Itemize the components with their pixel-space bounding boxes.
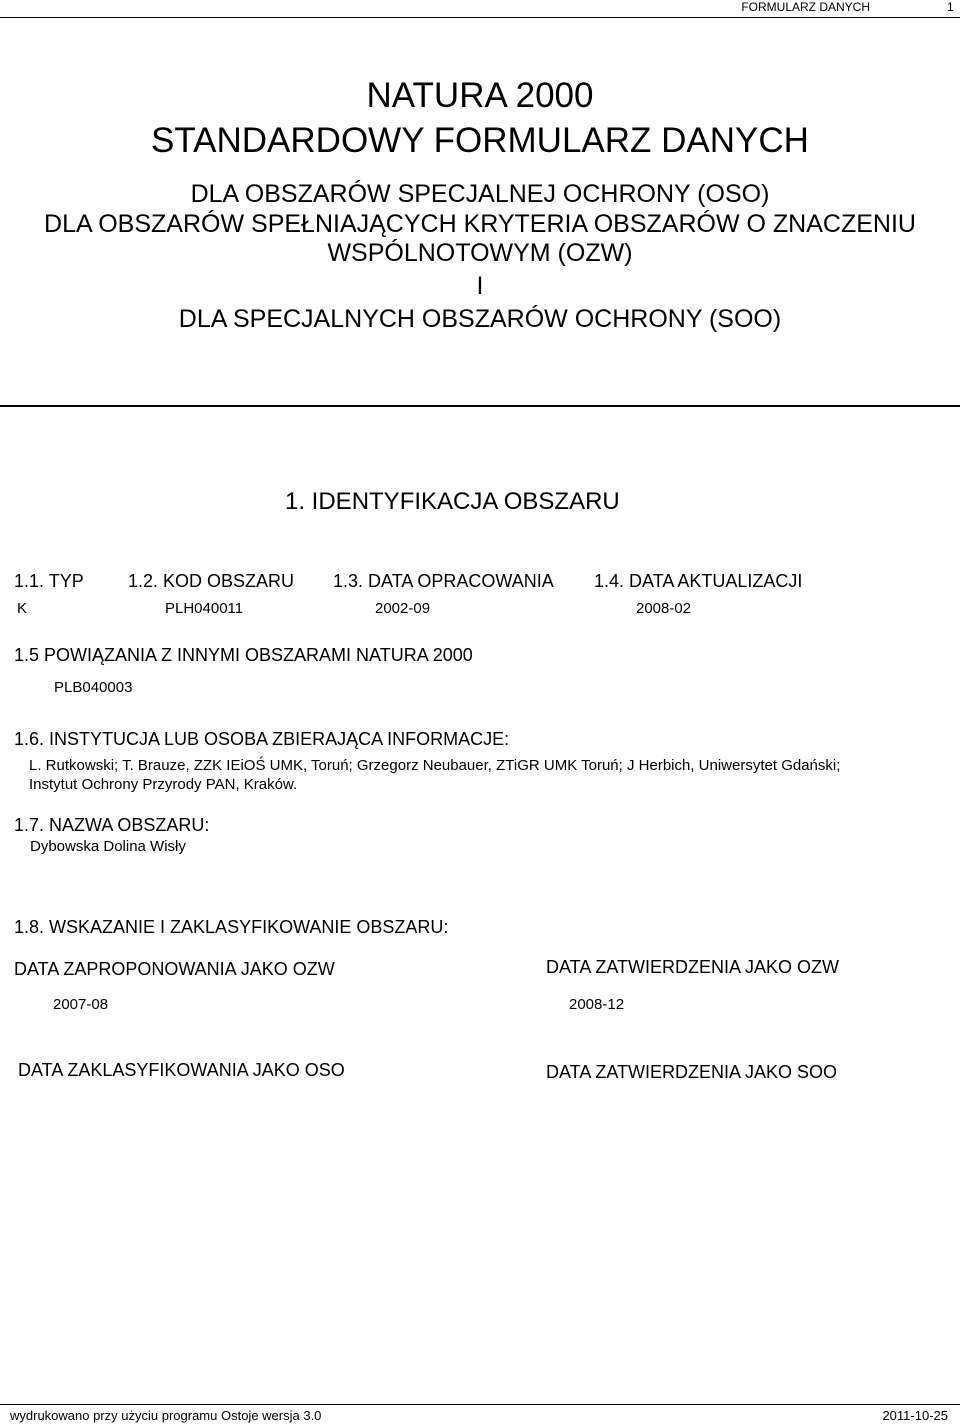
header-title: FORMULARZ DANYCH xyxy=(741,0,870,14)
footer-rule xyxy=(0,1404,960,1405)
subtitle-i: I xyxy=(476,272,484,300)
zaklasyfikowania-oso-label: DATA ZAKLASYFIKOWANIA JAKO OSO xyxy=(18,1060,345,1080)
section-identyfikacja: 1. IDENTYFIKACJA OBSZARU xyxy=(285,488,620,515)
zaproponowania-value: 2007-08 xyxy=(53,996,109,1013)
title-formularz: STANDARDOWY FORMULARZ DANYCH xyxy=(151,121,809,160)
title-natura: NATURA 2000 xyxy=(366,76,594,115)
header-page-number: 1 xyxy=(947,0,954,14)
title-divider xyxy=(0,405,960,407)
header-rule xyxy=(0,17,960,18)
instytucja-label: 1.6. INSTYTUCJA LUB OSOBA ZBIERAJĄCA INFORMACJE: xyxy=(14,729,510,749)
subtitle-ozw-2: WSPÓLNOTOWYM (OZW) xyxy=(327,239,633,267)
powiazania-value: PLB040003 xyxy=(54,679,133,696)
kod-label: 1.2. KOD OBSZARU xyxy=(128,571,295,591)
subtitle-ozw: DLA OBSZARÓW SPEŁNIAJĄCYCH KRYTERIA OBSZARÓW O ZNACZENIU xyxy=(44,210,916,238)
data-aktualizacji-label: 1.4. DATA AKTUALIZACJI xyxy=(594,571,803,591)
footer-date: 2011-10-25 xyxy=(882,1408,948,1423)
zatwierdzenia-soo-label: DATA ZATWIERDZENIA JAKO SOO xyxy=(546,1062,838,1082)
nazwa-label: 1.7. NAZWA OBSZARU: xyxy=(14,815,210,835)
subtitle-soo: DLA SPECJALNYCH OBSZARÓW OCHRONY (SOO) xyxy=(178,305,782,333)
data-opracowania-value: 2002-09 xyxy=(375,600,431,617)
typ-value: K xyxy=(17,600,28,617)
data-aktualizacji-value: 2008-02 xyxy=(636,600,692,617)
data-opracowania-label: 1.3. DATA OPRACOWANIA xyxy=(333,571,554,591)
instytucja-value-line1: L. Rutkowski; T. Brauze, ZZK IEiOŚ UMK, Toruń; Grzegorz Neubauer, ZTiGR UMK Toruń; J Herbich, Uniwersytet Gdański; xyxy=(29,757,841,774)
zatwierdzenia-ozw-label: DATA ZATWIERDZENIA JAKO OZW xyxy=(546,957,840,977)
wskazanie-label: 1.8. WSKAZANIE I ZAKLASYFIKOWANIE OBSZARU: xyxy=(14,917,449,937)
nazwa-value: Dybowska Dolina Wisły xyxy=(30,838,186,855)
subtitle-oso: DLA OBSZARÓW SPECJALNEJ OCHRONY (OSO) xyxy=(190,180,770,208)
zatwierdzenia-ozw-value: 2008-12 xyxy=(569,996,625,1013)
kod-value: PLH040011 xyxy=(165,600,244,617)
footer-program: wydrukowano przy użyciu programu Ostoje wersja 3.0 xyxy=(10,1408,322,1423)
powiazania-label: 1.5 POWIĄZANIA Z INNYMI OBSZARAMI NATURA 2000 xyxy=(14,645,473,665)
instytucja-value-line2: Instytut Ochrony Przyrody PAN, Kraków. xyxy=(29,776,298,793)
zaproponowania-label: DATA ZAPROPONOWANIA JAKO OZW xyxy=(14,959,335,979)
typ-label: 1.1. TYP xyxy=(14,571,84,591)
